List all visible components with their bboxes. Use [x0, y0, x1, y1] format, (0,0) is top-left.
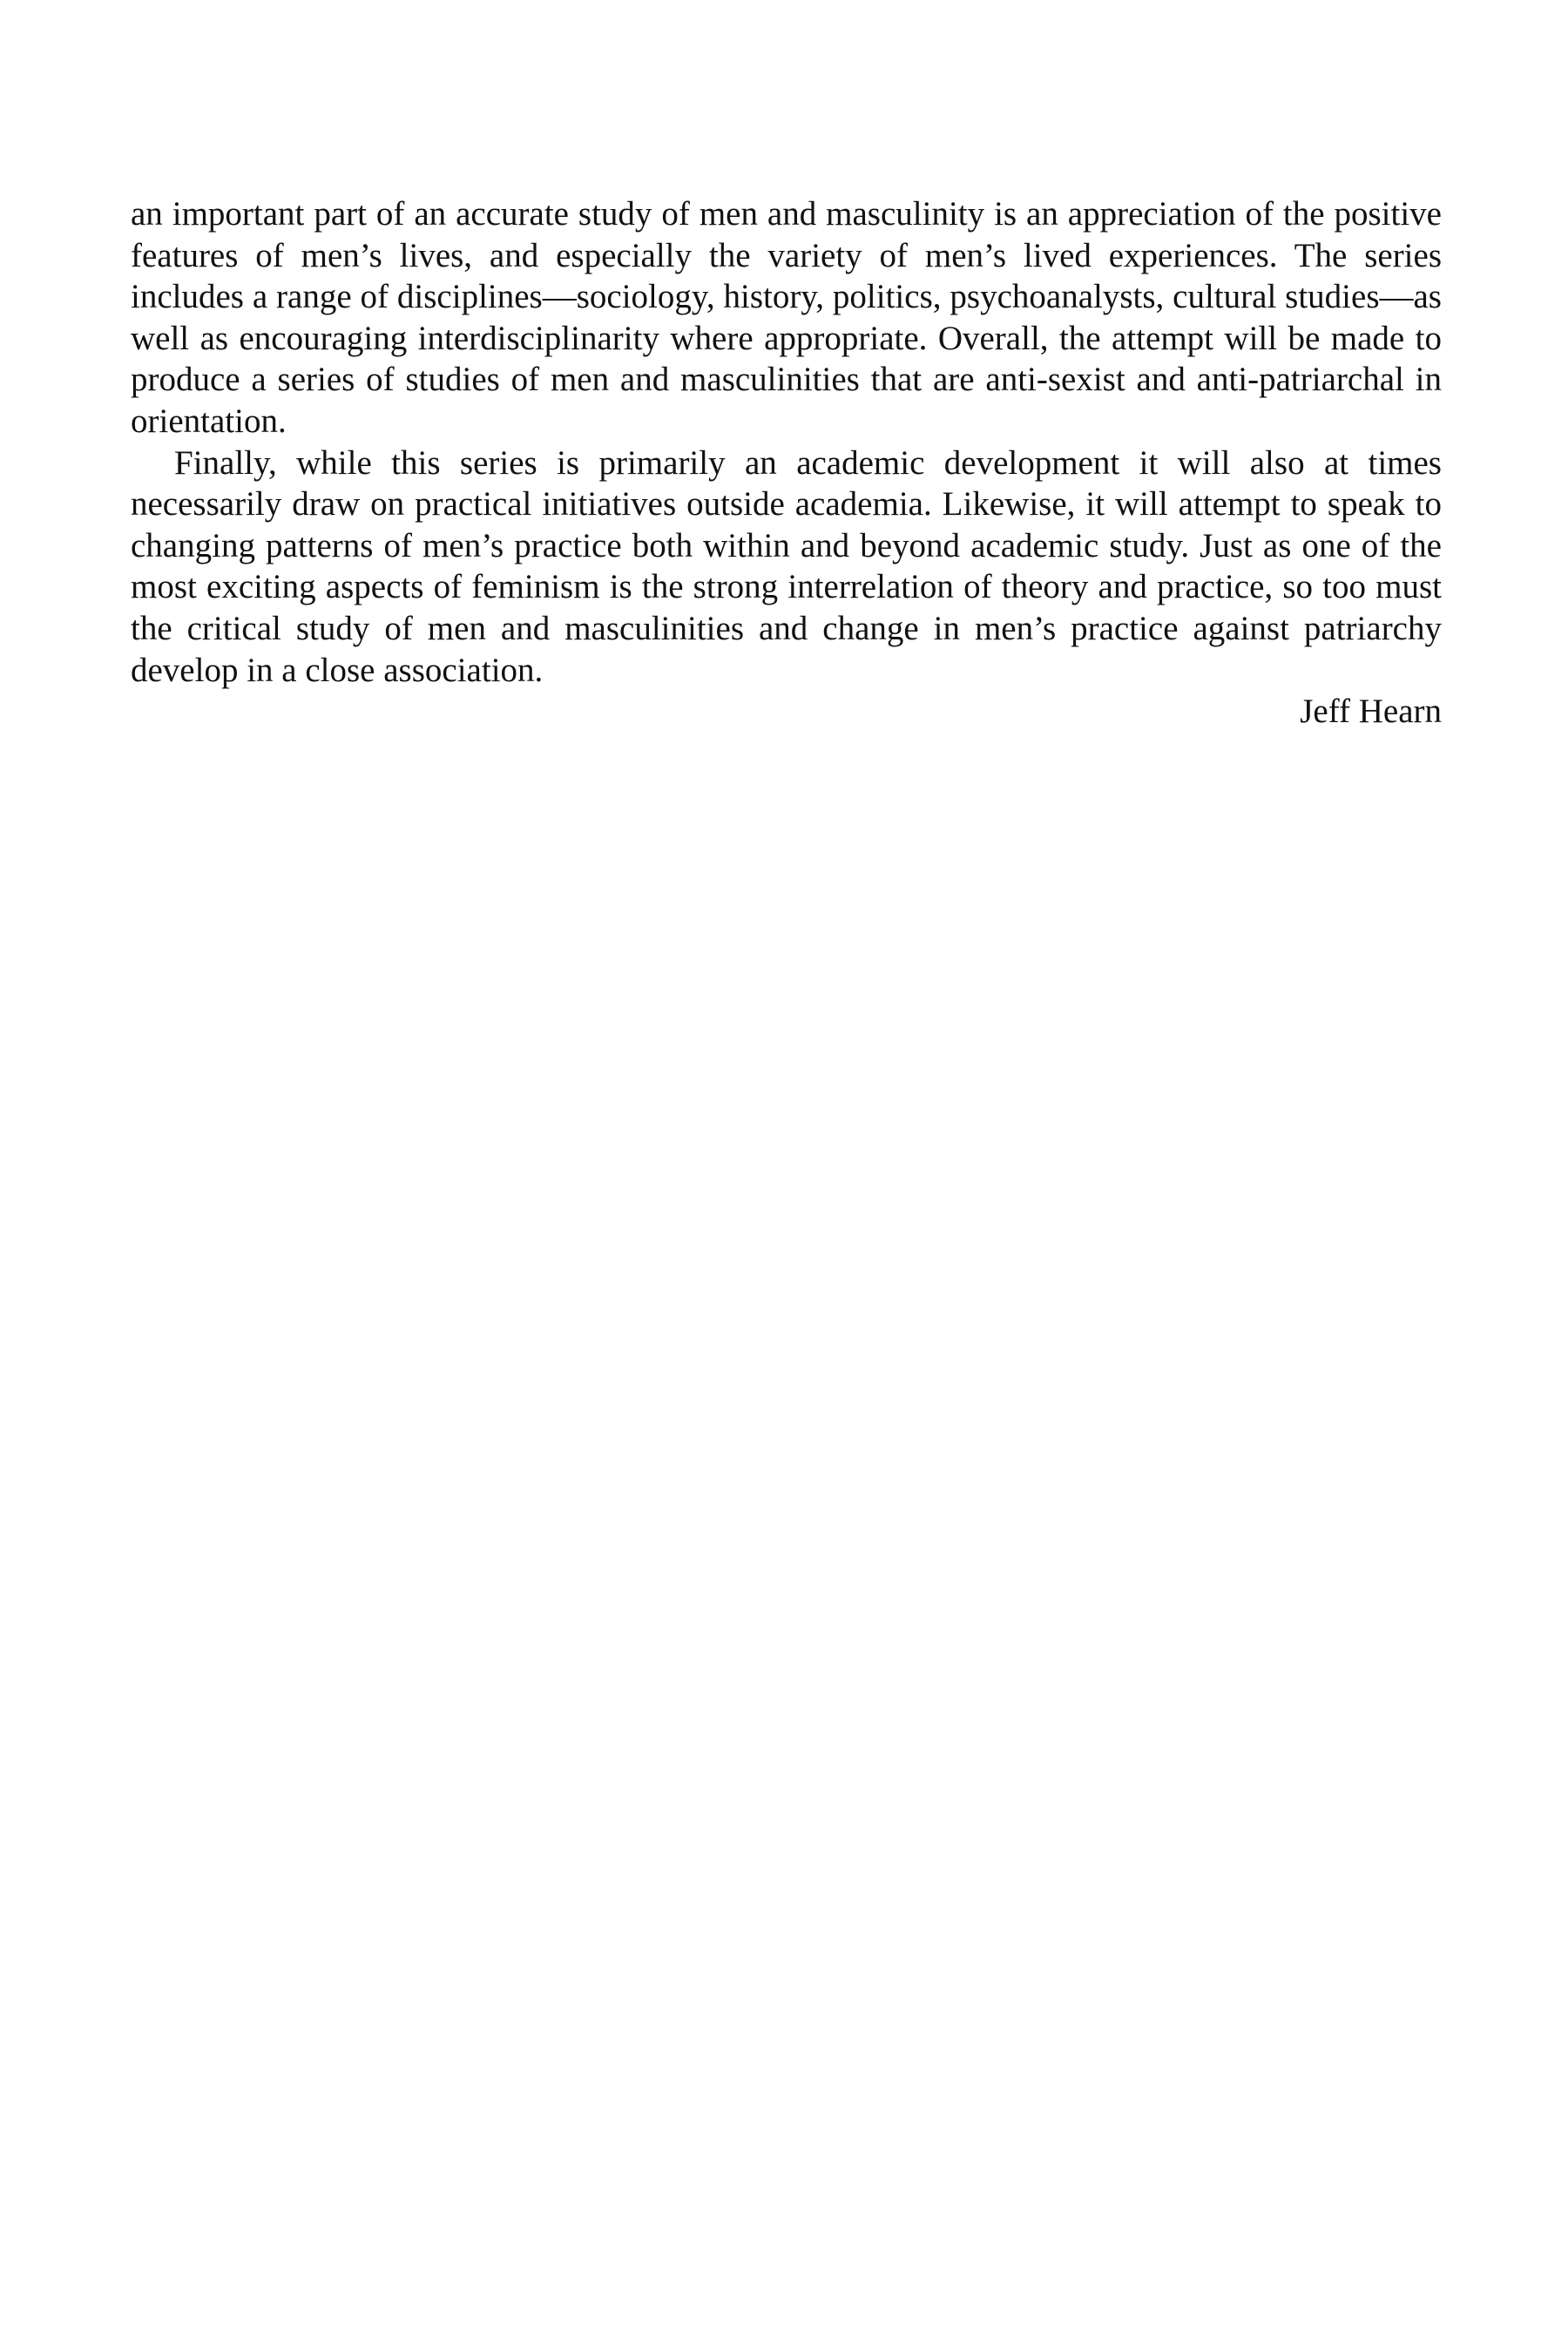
paragraph-finally: Finally, while this series is primarily an academic development it will also at times necessarily draw on practical initiatives outside academia. Likewise, it will attempt to speak to changing patterns of men’s practice both within and beyond academic study. Just as one of the most exciting aspects of feminism is the strong interrelation of theory and practice, so too must the critical study of men and masculinities and change in men’s practice against patriarchy develop in a close association. — [131, 443, 1442, 689]
body-text — [131, 193, 1442, 733]
author-signature: Jeff Hearn — [1300, 693, 1442, 731]
paragraph-continued: an important part of an accurate study of men and masculinity is an appreciation of the positive features of men’s lives, and especially the variety of men’s lived experiences. The series includes a range of disciplines—sociology, history, politics, psychoanalysts, cultural studies—as well as encouraging interdisciplinarity where appropriate. Overall, the attempt will be made to produce a series of studies of men and masculinities that are anti-sexist and anti-patriarchal in orientation. — [131, 195, 1442, 440]
